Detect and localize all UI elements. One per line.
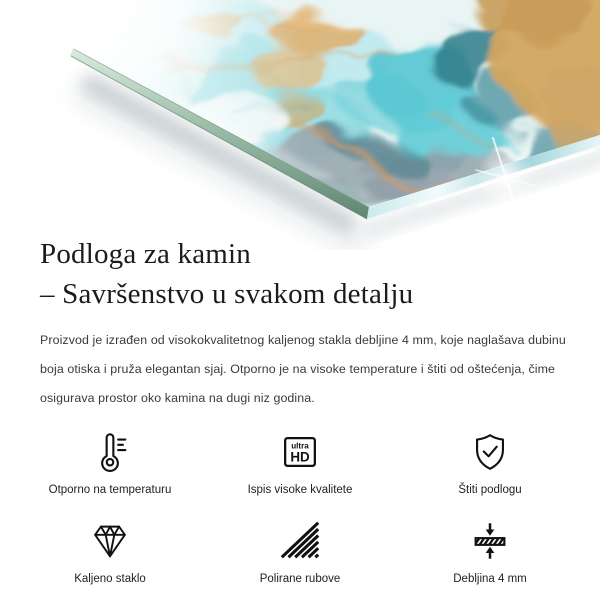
feature-polished-edges — [180, 518, 420, 585]
title-line-2: – Savršenstvo u svakom detalju — [40, 278, 414, 310]
description-line: boja otiska i pruža elegantan sjaj. Otporno je na visoke temperature i štiti od oštećenja, čime — [40, 362, 556, 376]
feature-thickness — [420, 518, 560, 585]
features-grid — [40, 429, 560, 585]
feature-temperature — [40, 429, 180, 496]
title-line-1: Podloga za kamin — [40, 238, 251, 270]
svg-text:HD: HD — [290, 449, 310, 465]
ultra-hd-icon — [277, 429, 323, 475]
glass-panel-illustration — [0, 0, 600, 250]
feature-protects — [420, 429, 560, 496]
product-content — [0, 234, 600, 585]
feature-label: Otporno na temperaturu — [48, 484, 172, 496]
shield-check-icon — [467, 429, 513, 475]
page-title — [40, 234, 560, 314]
diamond-icon — [87, 518, 133, 564]
thickness-icon — [467, 518, 513, 564]
feature-label: Štiti podlogu — [458, 484, 522, 496]
feature-label: Ispis visoke kvalitete — [247, 484, 353, 496]
product-photo — [0, 0, 600, 250]
feature-label: Polirane rubove — [259, 573, 341, 585]
svg-text:ultra: ultra — [291, 441, 309, 451]
polished-edges-icon — [277, 518, 323, 564]
thermometer-icon — [87, 429, 133, 475]
description-line: osigurava prostor oko kamina na dugi niz godina. — [40, 391, 315, 405]
feature-label: Kaljeno staklo — [74, 573, 146, 585]
description-line: Proizvod je izrađen od visokokvalitetnog kaljenog stakla debljine 4 mm, koje naglašava dubinu — [40, 333, 566, 347]
feature-print-quality — [180, 429, 420, 496]
feature-tempered-glass — [40, 518, 180, 585]
feature-label: Debljina 4 mm — [453, 573, 527, 585]
product-description — [40, 324, 566, 413]
